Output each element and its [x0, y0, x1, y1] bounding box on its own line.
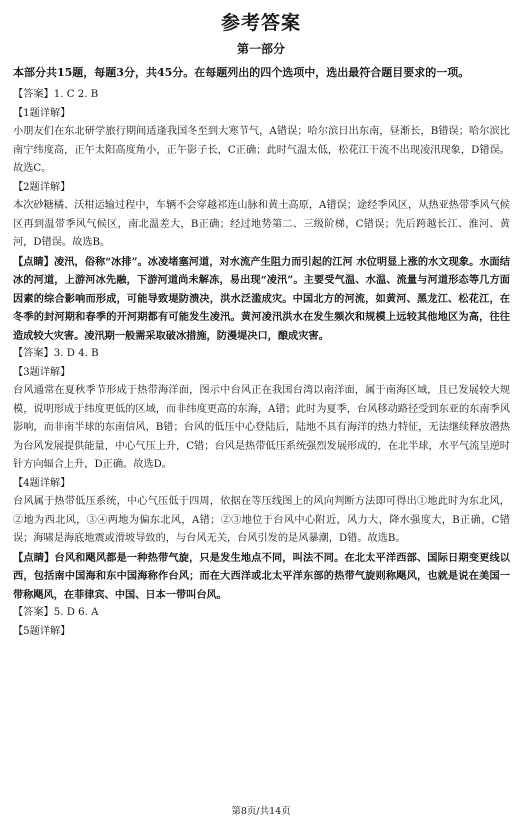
section-heading: 第一部分 — [236, 42, 285, 56]
paragraph: 【答案】1. C 2. B — [13, 89, 99, 100]
paragraph: 【3题详解】 — [13, 366, 71, 378]
paragraph: 小朋友们在东北研学旅行期间适逢我国冬至到大寒节气，A错误；哈尔滨日出东南，昼渐长，B错误；哈尔滨比南宁纬度高，正午太阳高度角小，正午影子长，C正确；此时气温太低，松花江干流不出现凌汛现象，D错误。故选C。 — [13, 126, 510, 174]
paragraph: 【点睛】凌汛，俗称“冰排”。冰凌堵塞河道，对水流产生阻力而引起的江河 水位明显上涨的水文现象。水面结冰的河道，上游河冰先融，下游河道尚未解冻，易出现“凌汛”。主要受气温、水温、流量与河道形态等几方面因素的综合影响而形成，可能导致堤防溃决，洪水泛滥成灾。中国北方的河流，如黄河、黑龙江、松花江，在冬季的封河期和春季的开河期都有可能发生凌汛。黄河凌汛洪水在发生频次和规模上远较其他地区为高，往往造成较大灾害。凌汛期一般需采取破冰措施，防漫堤决口，酿成灾害。 — [13, 255, 510, 342]
page-title: 参考答案 — [220, 12, 301, 34]
section-instructions: 本部分共15题，每题3分，共45分。在每题列出的四个选项中，选出最符合题目要求的一项。 — [13, 66, 470, 79]
paragraph: 【答案】3. D 4. B — [13, 348, 99, 359]
paragraph: 【答案】5. D 6. A — [13, 607, 99, 618]
page-footer: 第8页/共14页 — [231, 806, 291, 817]
paragraph: 台风通常在夏秋季节形成于热带海洋面，图示中台风正在我国台湾以南洋面，属于南海区域，且已发展较大规模，说明形成于纬度更低的区域，而非纬度更高的东海，A错；此时为夏季，台风移动路径受到东亚的东南季风影响，而非南半球的东南信风，B错；台风的低压中心登陆后，陆地不具有海洋的热力特征，无法继续释放潜热为台风发展提供能量，中心气压上升，C错；台风是热带低压系统强烈发展形成的，在北半球，水平气流呈逆时针方向辐合上升，D正确。故选D。 — [13, 385, 510, 470]
paragraph-list — [13, 86, 510, 641]
paragraph: 【1题详解】 — [13, 107, 71, 119]
paragraph: 【点睛】台风和飓风都是一种热带气旋，只是发生地点不同，叫法不同。在北太平洋西部、国际日期变更线以西，包括南中国海和东中国海称作台风；而在大西洋或北太平洋东部的热带气旋则称飓风，也就是说在美国一带称飓风，在菲律宾、中国、日本一带叫台风。 — [13, 551, 510, 601]
paragraph: 【4题详解】 — [13, 477, 71, 489]
paragraph: 台风属于热带低压系统，中心气压低于四周，依据在等压线图上的风向判断方法即可得出①地此时为东北风，②地为西北风，③④两地为偏东北风，A错；②③地位于台风中心附近，风力大，降水强度大，B正确，C错误；海啸是海底地震或滑坡导致的，与台风无关，台风引发的是风暴潮，D错。故选B。 — [13, 496, 510, 544]
paragraph: 【2题详解】 — [13, 181, 71, 193]
answer-content — [13, 62, 510, 641]
paragraph: 本次砂糖橘、沃柑运输过程中，车辆不会穿越祁连山脉和黄土高原，A错误；途经季风区，从热亚热带季风气候区再到温带季风气候区，南北温差大，B正确；经过地势第二、三级阶梯，C错误；先后跨越长江、淮河、黄河，D错误。故选B。 — [13, 200, 510, 248]
paragraph: 【5题详解】 — [13, 625, 71, 637]
